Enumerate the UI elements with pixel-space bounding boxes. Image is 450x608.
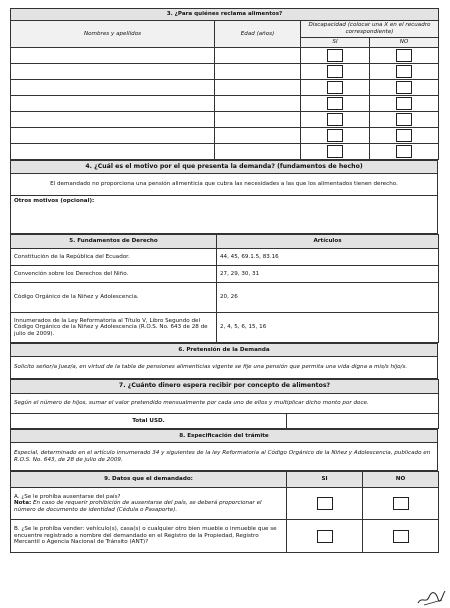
name-input-cell[interactable] (11, 144, 215, 160)
disability-no-checkbox[interactable] (396, 129, 412, 142)
disability-yes-checkbox[interactable] (327, 49, 343, 62)
section-9-table (10, 471, 439, 553)
table-row (11, 266, 439, 283)
age-input-cell[interactable] (215, 128, 301, 144)
disability-yes-checkbox[interactable] (327, 113, 343, 126)
disability-no-checkbox[interactable] (396, 65, 412, 78)
travel-ban-question: A. ¿Se le prohíba ausentarse del país? (14, 493, 121, 500)
age-input-cell[interactable] (215, 64, 301, 80)
section-7-table (10, 379, 439, 429)
asset-sale-ban-question: B. ¿Se le prohíba vender: vehículo(s), casa(s) o cualquier otro bien mueble o inmueble que se encuentre registrado a nombre del demandado en el Registro de la Propiedad, Registro Mercantil o Agencia Nacional de Tránsito (ANT)? (11, 520, 287, 553)
law-name: Convención sobre los Derechos del Niño. (11, 266, 217, 283)
law-articles: 27, 29, 30, 31 (217, 266, 439, 283)
table-row (11, 48, 439, 64)
law-name: Innumerados de la Ley Reformatoria al Título V, Libro Segundo del Código Orgánico de la Niñez y Adolescencia (R.O.S. No. 643 de 28 de julio de 2009). (11, 313, 217, 343)
total-usd-label: Total USD. (11, 414, 287, 429)
age-input-cell[interactable] (215, 80, 301, 96)
section-7-text: Según el número de hijos, sumar el valor pretendido mensualmente por cada uno de ellos y multiplicar dicho monto por doce. (11, 394, 439, 414)
disability-yes-checkbox[interactable] (327, 81, 343, 94)
law-name: Constitución de la República del Ecuador. (11, 249, 217, 266)
section-3-title: 3. ¿Para quiénes reclama alimentos? (11, 9, 439, 21)
section-4-text: El demandado no proporciona una pensión alimenticia que cubra las necesidades a las que los alimentados tienen derecho. (11, 174, 438, 196)
table-row (11, 520, 439, 553)
asset-sale-ban-no-checkbox[interactable] (393, 530, 409, 543)
disability-yes-checkbox[interactable] (327, 145, 343, 158)
section-5-table (10, 234, 439, 343)
name-input-cell[interactable] (11, 96, 215, 112)
section-8-title: 8. Especificación del trámite (11, 430, 438, 443)
section-4-title: 4. ¿Cuál es el motivo por el que presenta la demanda? (fundamentos de hecho) (11, 161, 438, 174)
law-name: Código Orgánico de la Niñez y Adolescencia. (11, 283, 217, 313)
age-input-cell[interactable] (215, 144, 301, 160)
name-input-cell[interactable] (11, 80, 215, 96)
travel-ban-yes-checkbox[interactable] (317, 497, 333, 510)
section-8-table (10, 429, 438, 471)
names-column-header: Nombres y apellidos (11, 21, 215, 48)
age-column-header: Edad (años) (215, 21, 301, 48)
section-9-no-header: NO (363, 472, 439, 488)
section-9-yes-header: SI (287, 472, 363, 488)
section-7-title: 7. ¿Cuánto dinero espera recibir por concepto de alimentos? (11, 380, 439, 394)
disability-no-checkbox[interactable] (396, 113, 412, 126)
disability-yes-checkbox[interactable] (327, 129, 343, 142)
section-5-title: 5. Fundamentos de Derecho (11, 235, 217, 249)
table-row (11, 112, 439, 128)
disability-no-checkbox[interactable] (396, 145, 412, 158)
table-row (11, 283, 439, 313)
disability-yes-checkbox[interactable] (327, 65, 343, 78)
other-reasons-field[interactable] (11, 196, 438, 234)
table-row (11, 313, 439, 343)
total-usd-field[interactable] (287, 414, 439, 429)
section-6-table (10, 343, 438, 379)
name-input-cell[interactable] (11, 112, 215, 128)
section-8-text: Especial, determinado en el artículo innumerado 34 y siguientes de la ley Reformatoria al Código Orgánico de la Niñez y Adolescencia, publicado en R.O.S. No. 643, de 28 de julio de 2009. (11, 443, 438, 471)
disability-no-checkbox[interactable] (396, 81, 412, 94)
law-articles: 2, 4, 5, 6, 15, 16 (217, 313, 439, 343)
law-articles: 44, 45, 69.1.5, 83.16 (217, 249, 439, 266)
section-4-table (10, 160, 438, 234)
section-3-table (10, 8, 439, 160)
section-9-title: 9. Datos que el demandado: (11, 472, 287, 488)
section-6-title: 6. Pretensión de la Demanda (11, 344, 438, 357)
disability-no-checkbox[interactable] (396, 97, 412, 110)
disability-column-header: Discapacidad (colocar una X en el recuadro correspondiente) (301, 21, 439, 38)
travel-ban-note: En caso de requerir prohibición de ausentarse del país, se deberá proporcionar el número de documento de identidad (Cédula o Pasaporte). (14, 500, 262, 513)
disability-yes-header: SI (301, 38, 370, 48)
disability-no-checkbox[interactable] (396, 49, 412, 62)
name-input-cell[interactable] (11, 128, 215, 144)
age-input-cell[interactable] (215, 96, 301, 112)
table-row (11, 96, 439, 112)
other-reasons-label: Otros motivos (opcional): (14, 198, 95, 204)
name-input-cell[interactable] (11, 64, 215, 80)
table-row (11, 64, 439, 80)
signature-scribble (416, 588, 446, 606)
table-row (11, 80, 439, 96)
age-input-cell[interactable] (215, 112, 301, 128)
asset-sale-ban-yes-checkbox[interactable] (317, 530, 333, 543)
articles-header: Artículos (217, 235, 439, 249)
section-6-text: Solicito señor/a Juez/a, en virtud de la tabla de pensiones alimenticias vigente se fije una pensión que permita una vida digna a mis/s hijo/s. (11, 357, 438, 379)
disability-no-header: NO (370, 38, 439, 48)
table-row (11, 144, 439, 160)
note-label: Nota: (14, 500, 32, 507)
travel-ban-no-checkbox[interactable] (393, 497, 409, 510)
alimony-claim-form (10, 8, 438, 553)
table-row (11, 128, 439, 144)
travel-ban-question-cell (11, 488, 287, 520)
name-input-cell[interactable] (11, 48, 215, 64)
table-row (11, 488, 439, 520)
law-articles: 20, 26 (217, 283, 439, 313)
disability-yes-checkbox[interactable] (327, 97, 343, 110)
age-input-cell[interactable] (215, 48, 301, 64)
table-row (11, 249, 439, 266)
